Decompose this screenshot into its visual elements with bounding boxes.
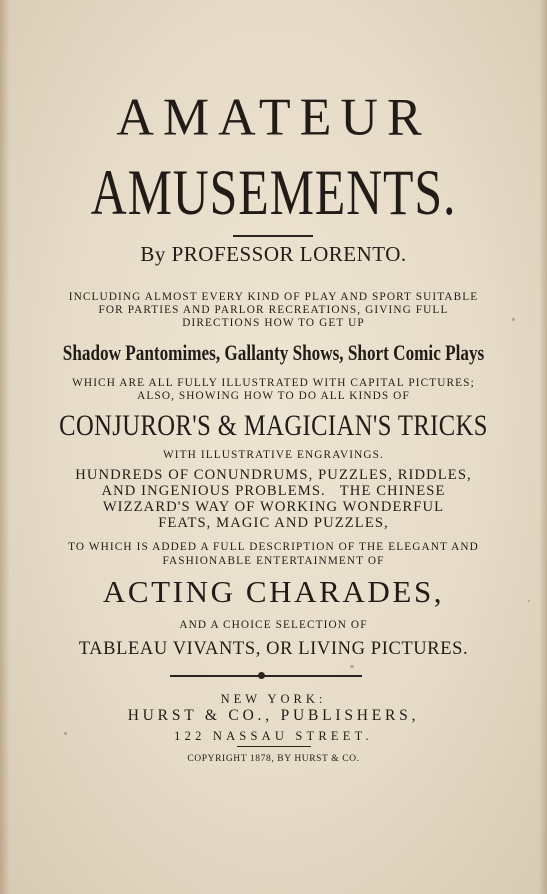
shadow-pantomimes-line: Shadow Pantomimes, Gallanty Shows, Short Comic Plays: [62, 340, 485, 365]
ornamental-rule: [170, 675, 362, 677]
conjuror-heading: CONJUROR'S & MAGICIAN'S TRICKS: [59, 409, 488, 442]
copyright-line: COPYRIGHT 1878, BY HURST & CO.: [187, 754, 360, 764]
hundreds-line: FEATS, MAGIC AND PUZZLES,: [158, 515, 389, 531]
title-rule: [233, 235, 313, 237]
city-line: NEW YORK:: [220, 692, 327, 706]
subtitle-line: DIRECTIONS HOW TO GET UP: [182, 317, 365, 329]
subtitle-line: FOR PARTIES AND PARLOR RECREATIONS, GIVING FULL: [98, 304, 449, 316]
paper-speck: [350, 665, 354, 668]
author-line: By PROFESSOR LORENTO.: [140, 242, 407, 266]
title-line-1: AMATEUR: [116, 88, 431, 147]
subtitle-line: INCLUDING ALMOST EVERY KIND OF PLAY AND SPORT SUITABLE: [68, 291, 479, 303]
hundreds-line: WIZZARD'S WAY OF WORKING WONDERFUL: [102, 499, 445, 515]
hundreds-line: AND INGENIOUS PROBLEMS. THE CHINESE: [101, 483, 446, 499]
engravings-line: WITH ILLUSTRATIVE ENGRAVINGS.: [163, 449, 384, 461]
hundreds-line: HUNDREDS OF CONUNDRUMS, PUZZLES, RIDDLES,: [75, 467, 472, 483]
imprint-rule: [237, 746, 311, 747]
street-line: 122 NASSAU STREET.: [174, 729, 373, 743]
added-line: TO WHICH IS ADDED A FULL DESCRIPTION OF THE ELEGANT AND: [68, 541, 479, 553]
tableau-heading: TABLEAU VIVANTS, OR LIVING PICTURES.: [78, 639, 469, 659]
illustrated-line: ALSO, SHOWING HOW TO DO ALL KINDS OF: [137, 390, 410, 402]
publisher-line: HURST & CO., PUBLISHERS,: [127, 707, 420, 724]
added-line: FASHIONABLE ENTERTAINMENT OF: [162, 555, 385, 567]
acting-charades-heading: ACTING CHARADES,: [102, 574, 445, 609]
title-line-2: AMUSEMENTS.: [90, 155, 457, 229]
choice-line: AND A CHOICE SELECTION OF: [179, 619, 368, 631]
illustrated-line: WHICH ARE ALL FULLY ILLUSTRATED WITH CAPITAL PICTURES;: [72, 377, 475, 389]
